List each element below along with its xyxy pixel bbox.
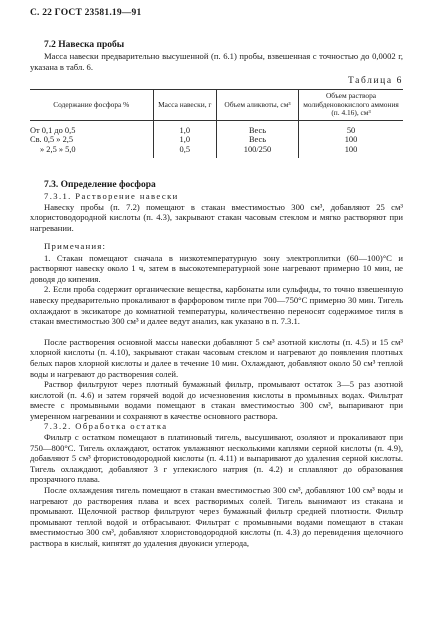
- table-cell: Св. 0,5 » 2,5: [30, 135, 74, 145]
- section-7-3-2-title: 7.3.2. Обработка остатка: [44, 421, 168, 432]
- section-7-3-1-title: 7.3.1. Растворение навески: [44, 191, 179, 202]
- table-cell: Весь: [216, 120, 298, 135]
- table-6: [30, 89, 403, 158]
- table-row: [30, 135, 403, 144]
- table-cell: 1,0: [153, 135, 216, 144]
- table-6-header-cell: Объем аликвоты, см³: [216, 90, 298, 121]
- notes-heading: Примечания:: [44, 240, 107, 251]
- table-row: [30, 120, 403, 135]
- body-paragraph: Раствор фильтруют через плотный бумажный фильтр, промывают остаток 3—5 раз азотной кислотой (п. 4.6) и затем горячей водой до исчезновения кислоты в промывных водах. Фильтрат вместе с промывными водами помещают в стакан вместимостью 300 см³, выпаривают при умеренном нагревании и сохраняют в качестве основного раствора.: [30, 379, 403, 421]
- table-cell: 1,0: [153, 120, 216, 135]
- table-cell: 100: [299, 145, 403, 158]
- section-7-2-title: 7.2 Навеска пробы: [44, 40, 125, 50]
- note-item: 1. Стакан помещают сначала в низкотемпературную зону электроплитки (60—100)°С и растворяют навеску около 1 ч, затем в высокотемпературной зоне нагревают примерно 10 мин, не доводя до кипения.: [30, 252, 403, 284]
- section-7-2-text: Масса навески предварительно высушенной (п. 6.1) пробы, взвешенная с точностью до 0,0002 г, указана в табл. 6.: [30, 51, 403, 72]
- table-6-header-cell: Содержание фосфора %: [30, 90, 153, 121]
- body-paragraph: После растворения основной массы навески добавляют 5 см³ азотной кислоты (п. 4.5) и 15 см³ хлорной кислоты (п. 4.10), закрывают стакан часовым стеклом и нагревают до появления плотных белых паров хлорной кислоты и далее в течение 10 мин. Охлаждают, добавляют около 50 см³ теплой воды и нагревают до растворения солей.: [30, 336, 403, 379]
- table-cell: Весь: [216, 135, 298, 144]
- section-7-3-2-text: Фильтр с остатком помещают в платиновый тигель, высушивают, озоляют и прокаливают при 750—800°С. Тигель охлаждают, остаток увлажняют несколькими каплями серной кислоты (п. 4.9), добавляют 5 см³ фтористоводородной кислоты (п. 4.11) и выпаривают до удаления серной кислоты. Тигель охлаждают, добавляют 3 г углекислого натрия (п. 4.2) и сплавляют до образования прозрачного плава.: [30, 432, 403, 485]
- table-6-header-cell: Объем раствора молибденовокислого аммония (п. 4.16), см³: [299, 90, 403, 121]
- table-6-header-row: [30, 90, 403, 121]
- table-cell: 100: [299, 135, 403, 144]
- section-7-3-2-text-continued: После охлаждения тигель помещают в стакан вместимостью 300 см³, добавляют 100 см³ воды и нагревают до растворения плава и всех растворимых солей. Тигель вынимают из стакана и промывают. Щелочной раствор фильтруют через бумажный фильтр средней плотности. Фильтр промывают теплой водой и отбрасывают. Фильтрат с промывными водами помещают в стакан вместимостью 300 см³, добавляют хлористоводородной кислоты (п. 4.3) до перевидения щелочного раствора в кислый, кипятят до удаления двуокиси углерода,: [30, 485, 403, 548]
- table-cell: 0,5: [153, 145, 216, 158]
- table-cell: » 2,5 » 5,0: [40, 144, 76, 154]
- section-7-3-1-text: Навеску пробы (п. 7.2) помещают в стакан вместимостью 300 см³, добавляют 25 см³ хлористоводородной кислоты (п. 4.3), закрывают стакан часовым стеклом и мягко растворяют при нагревании.: [30, 201, 403, 233]
- table-cell: 50: [299, 120, 403, 135]
- table-6-header-cell: Масса навески, г: [153, 90, 216, 121]
- table-6-title: Таблица 6: [347, 76, 403, 87]
- table-row: [30, 145, 403, 158]
- note-item: 2. Если проба содержит органические вещества, карбонаты или сульфиды, то точно взвешенную навеску предварительно прокаливают в фарфоровом тигле при 700—750°С примерно 30 мин. Тигель охлаждают в эксикаторе до комнатной температуры, количественно переносят содержимое тигля в стакан вместимостью 300 см³ и далее ведут анализ, как указано в п. 7.3.1.: [30, 284, 403, 327]
- table-cell: От 0,1 до 0,5: [30, 125, 76, 135]
- section-7-3-title: 7.3. Определение фосфора: [44, 180, 156, 191]
- running-head: С. 22 ГОСТ 23581.19—91: [30, 8, 142, 18]
- table-cell: 100/250: [216, 145, 298, 158]
